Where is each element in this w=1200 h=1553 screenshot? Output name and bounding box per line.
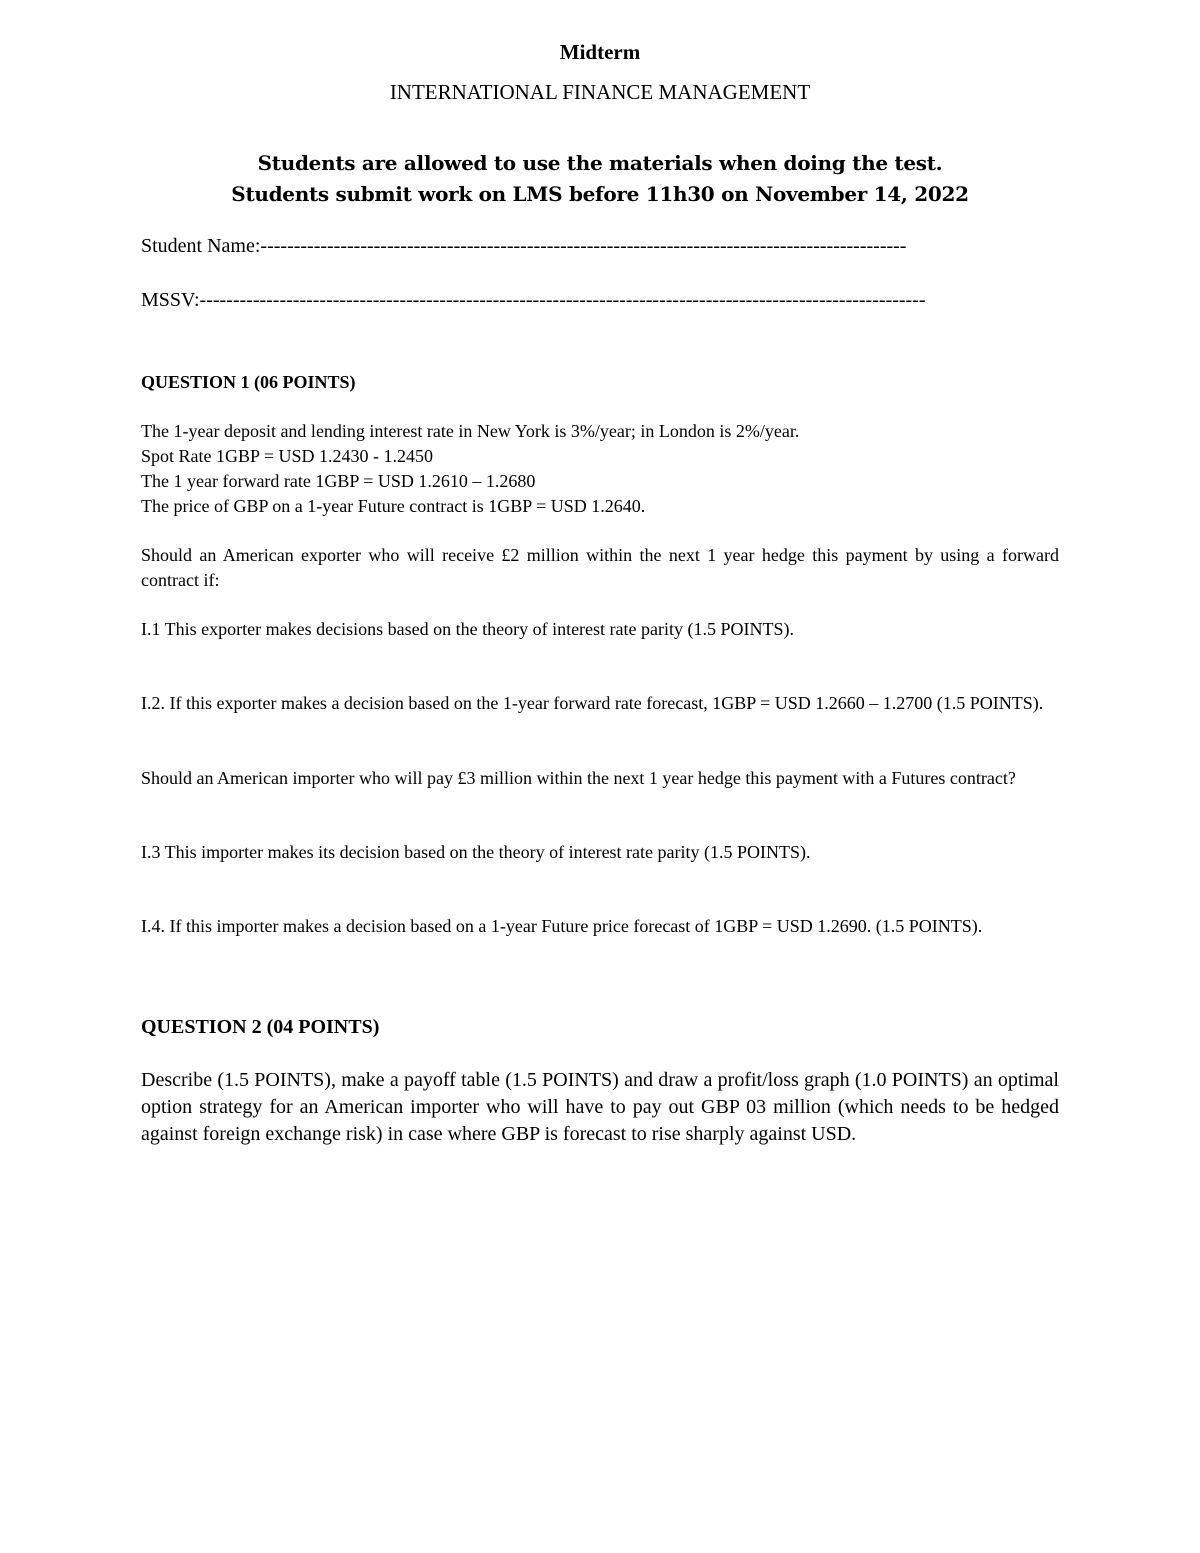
question-1-4: I.4. If this importer makes a decision based on a 1-year Future price forecast of 1GBP = USD 1.2690. (1.5 POINTS).	[141, 916, 983, 936]
instruction-submission: Students submit work on LMS before 11h30 on November 14, 2022	[231, 182, 969, 206]
mssv-field: MSSV:-------------------------------------------------------------------------------------------------------------	[141, 289, 926, 311]
given-forward-rate: The 1 year forward rate 1GBP = USD 1.2610 – 1.2680	[141, 471, 536, 491]
given-spot-rate: Spot Rate 1GBP = USD 1.2430 - 1.2450	[141, 446, 433, 466]
question-2-heading: QUESTION 2 (04 POINTS)	[141, 1016, 380, 1038]
given-interest-rates: The 1-year deposit and lending interest rate in New York is 3%/year; in London is 2%/year.	[141, 421, 800, 441]
question-2-body: Describe (1.5 POINTS), make a payoff table (1.5 POINTS) and draw a profit/loss graph (1.0 POINTS) an optimal option strategy for an American importer who will have to pay out GBP 03 million (which needs to be hedged against foreign exchange risk) in case where GBP is forecast to rise sharply against USD.	[141, 1069, 1059, 1145]
question-1-3: I.3 This importer makes its decision based on the theory of interest rate parity (1.5 POINTS).	[141, 842, 811, 862]
course-title: INTERNATIONAL FINANCE MANAGEMENT	[389, 80, 811, 104]
question-1-given-data	[141, 419, 1059, 519]
question-1-2: I.2. If this exporter makes a decision based on the 1-year forward rate forecast, 1GBP = USD 1.2660 – 1.2700 (1.5 POINTS).	[141, 693, 1044, 713]
importer-prompt: Should an American importer who will pay £3 million within the next 1 year hedge this payment with a Futures contract?	[141, 768, 1016, 788]
question-1-heading: QUESTION 1 (06 POINTS)	[141, 372, 356, 392]
instruction-materials: Students are allowed to use the materials when doing the test.	[257, 151, 943, 175]
exporter-prompt: Should an American exporter who will receive £2 million within the next 1 year hedge this payment by using a forward contract if:	[141, 545, 1059, 590]
student-name-field: Student Name:-------------------------------------------------------------------------------------------------	[141, 235, 907, 257]
question-1-1: I.1 This exporter makes decisions based on the theory of interest rate parity (1.5 POINTS).	[141, 619, 795, 639]
given-future-price: The price of GBP on a 1-year Future contract is 1GBP = USD 1.2640.	[141, 496, 646, 516]
page-title: Midterm	[559, 40, 641, 64]
